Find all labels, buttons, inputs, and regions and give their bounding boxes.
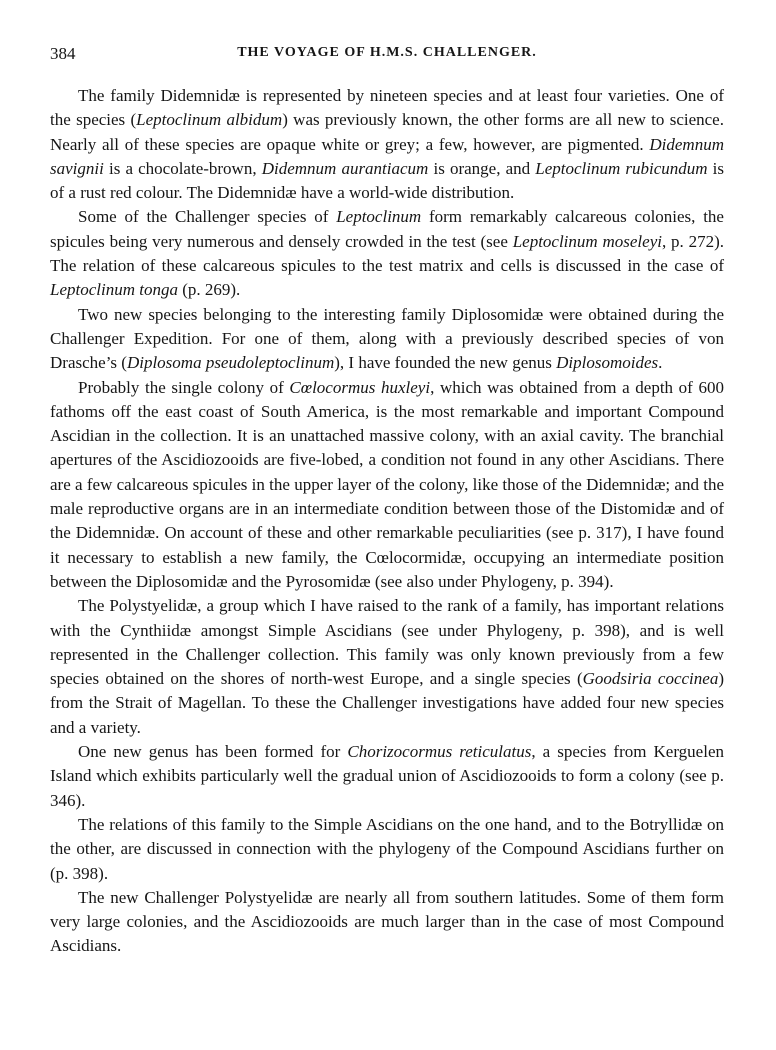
italic-species-name: Chorizocormus reticulatus xyxy=(347,742,532,762)
text-run: is of a rust red colour. The Didemnidæ have a world-wide distribution. xyxy=(50,158,724,203)
italic-species-name: Leptoclinum rubicundum xyxy=(535,158,708,178)
text-run: The Polystyelidæ, a group which I have raised to the rank of a family, has important relations with the Cynthiidæ amongst Simple Ascidians (see under Phylogeny, p. 398), and is well represented in the Challenger collection. This family was only known previously from a few species obtained on the shores of north-west Europe, and a single species ( xyxy=(50,596,724,689)
text-run: ) from the Strait of Magellan. To these the Challenger investigations have added four new species and a variety. xyxy=(50,669,724,737)
text-run: , which was obtained from a depth of 600 fathoms off the east coast of South America, is the most remarkable and important Compound Ascidian in the collection. It is an unattached massive colony, with an axial cavity. The branchial apertures of the Ascidiozooids are five-lobed, a condition not found in any other Ascidians. There are a few calcareous spicules in the upper layer of the colony, like those of the Didemnidæ; and the male reproductive organs are in an intermediate condition between those of the Distomidæ and of the Didemnidæ. On account of these and other remarkable peculiarities (see p. 317), I have found it necessary to establish a new family, the Cœlocormidæ, occupying an intermediate position between the Diplosomidæ and the Pyrosomidæ (see also under Phylogeny, p. 394). xyxy=(50,377,724,591)
text-run: The new Challenger Polystyelidæ are nearly all from southern latitudes. Some of them form very large colonies, and the Ascidiozooids are much larger than in the case of most Compound Ascidians. xyxy=(50,887,724,956)
text-run: , a species from Kerguelen Island which exhibits particularly well the gradual union of Ascidiozooids to form a colony (see p. 346). xyxy=(50,742,724,810)
body-text xyxy=(50,84,724,959)
paragraph xyxy=(50,376,724,595)
paragraph xyxy=(50,84,724,205)
page-header xyxy=(50,44,724,66)
italic-species-name: Leptoclinum albidum xyxy=(136,110,283,130)
paragraph xyxy=(50,594,724,740)
paragraph xyxy=(50,813,724,886)
paragraph xyxy=(50,303,724,376)
text-run: . xyxy=(658,353,663,373)
text-run: Some of the Challenger species of xyxy=(78,207,337,227)
italic-species-name: Leptoclinum xyxy=(336,207,422,227)
paragraph xyxy=(50,205,724,302)
italic-species-name: Diplosoma pseudoleptoclinum xyxy=(126,353,335,373)
paragraph xyxy=(50,740,724,813)
text-run: The family Didemnidæ is represented by nineteen species and at least four varieties. One of the species ( xyxy=(50,86,724,130)
italic-species-name: Didemnum savignii xyxy=(50,134,724,178)
text-run: form remarkably calcareous colonies, the spicules being very numerous and densely crowded in the test (see xyxy=(50,207,724,251)
text-run: , p. 272). The relation of these calcareous spicules to the test matrix and cells is discussed in the case of xyxy=(50,231,725,276)
text-run: ), I have founded the new genus xyxy=(334,353,557,373)
text-run: Probably the single colony of xyxy=(78,377,290,397)
italic-species-name: Didemnum aurantiacum xyxy=(261,158,429,178)
text-run: ) was previously known, the other forms are all new to science. Nearly all of these species are opaque white or grey; a few, however, are pigmented. xyxy=(50,110,724,154)
italic-species-name: Cœlocormus huxleyi xyxy=(289,377,431,397)
italic-species-name: Leptoclinum moseleyi xyxy=(512,231,662,251)
page-number: 384 xyxy=(50,44,76,63)
text-run: One new genus has been formed for xyxy=(78,742,348,762)
italic-species-name: Goodsiria coccinea xyxy=(582,669,719,689)
text-run: The relations of this family to the Simple Ascidians on the one hand, and to the Botryllidæ on the other, are discussed in connection with the phylogeny of the Compound Ascidians further on (p. 398). xyxy=(50,814,724,883)
text-run: (p. 269). xyxy=(177,280,241,300)
running-title: THE VOYAGE OF H.M.S. CHALLENGER. xyxy=(237,45,537,60)
italic-species-name: Diplosomoides xyxy=(556,353,659,373)
text-run: is orange, and xyxy=(428,158,536,178)
text-run: is a chocolate-brown, xyxy=(103,158,262,178)
text-run: Two new species belonging to the interesting family Diplosomidæ were obtained during the Challenger Expedition. For one of them, along with a previously described species of von Drasche’s ( xyxy=(50,304,724,373)
italic-species-name: Leptoclinum tonga xyxy=(50,280,178,300)
paragraph xyxy=(50,886,724,959)
